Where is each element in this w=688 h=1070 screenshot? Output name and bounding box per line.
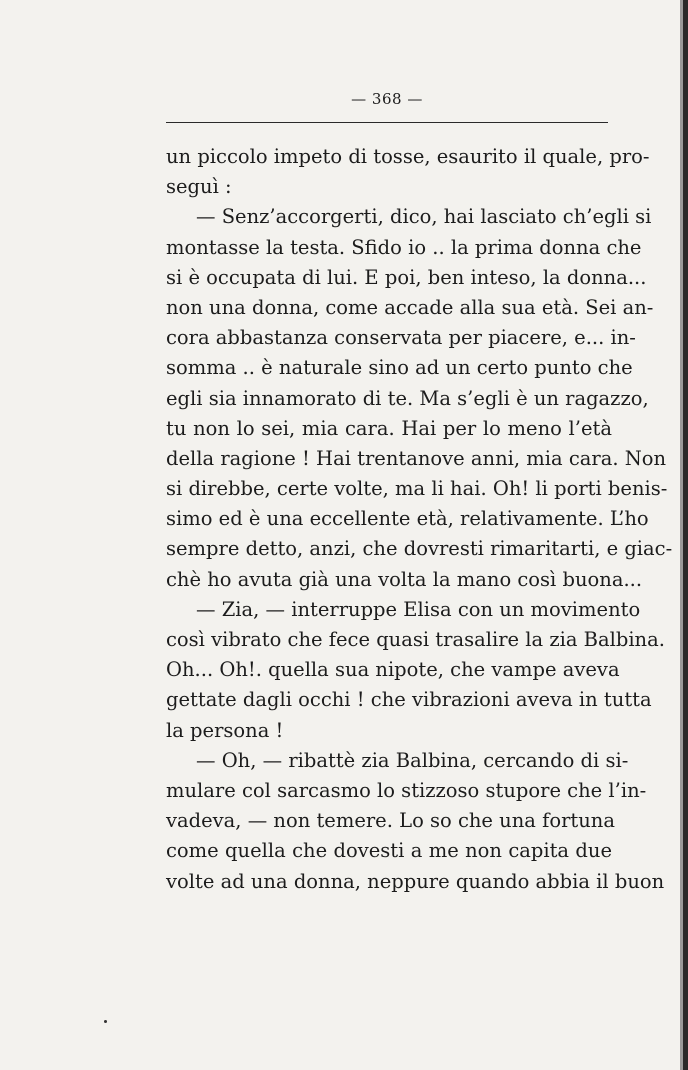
text-line: si direbbe, certe volte, ma li hai. Oh! li porti benis- [166,477,668,501]
text-line: mulare col sarcasmo lo stizzoso stupore che l’in- [166,778,647,802]
text-line: volte ad una donna, neppure quando abbia il buon [166,869,665,893]
print-speck [104,1020,107,1023]
text-line: gettate dagli occhi ! che vibrazioni aveva in tutta [166,688,652,712]
text-line: chè ho avuta già una volta la mano così buona... [166,567,643,591]
text-line: somma .. è naturale sino ad un certo punto che [166,356,633,380]
text-line: sempre detto, anzi, che dovresti rimaritarti, e giac- [166,537,673,561]
page-edge [683,0,688,1070]
text-line: della ragione ! Hai trentanove anni, mia cara. Non [166,446,667,470]
header-rule [166,122,608,123]
text-line: si è occupata di lui. E poi, ben inteso, la donna... [166,265,647,289]
text-line: come quella che dovesti a me non capita due [166,839,612,863]
text-line: — Oh, — ribattè zia Balbina, cercando di si- [196,748,629,772]
page-number-header: — 368 — [351,90,423,108]
text-line: tu non lo sei, mia cara. Hai per lo meno l’età [166,416,612,440]
text-line: vadeva, — non temere. Lo so che una fortuna [166,809,615,833]
text-line: — Senz’accorgerti, dico, hai lasciato ch’egli si [196,205,652,229]
text-line: cora abbastanza conservata per piacere, e... in- [166,326,636,350]
text-line: un piccolo impeto di tosse, esaurito il quale, pro- [166,145,650,168]
text-line: egli sia innamorato di te. Ma s’egli è un ragazzo, [166,386,649,410]
text-line: così vibrato che fece quasi trasalire la zia Balbina. [166,628,665,651]
text-line: non una donna, come accade alla sua età. Sei an- [166,295,654,319]
text-line: seguì : [166,175,232,199]
text-line: montasse la testa. Sfido io .. la prima donna che [166,235,642,259]
body-text [166,142,673,897]
text-line: — Zia, — interruppe Elisa con un movimento [196,597,641,621]
text-line: Oh... Oh!. quella sua nipote, che vampe aveva [166,658,620,682]
text-line: simo ed è una eccellente età, relativamente. L’ho [166,507,649,531]
text-line: la persona ! [166,718,284,742]
